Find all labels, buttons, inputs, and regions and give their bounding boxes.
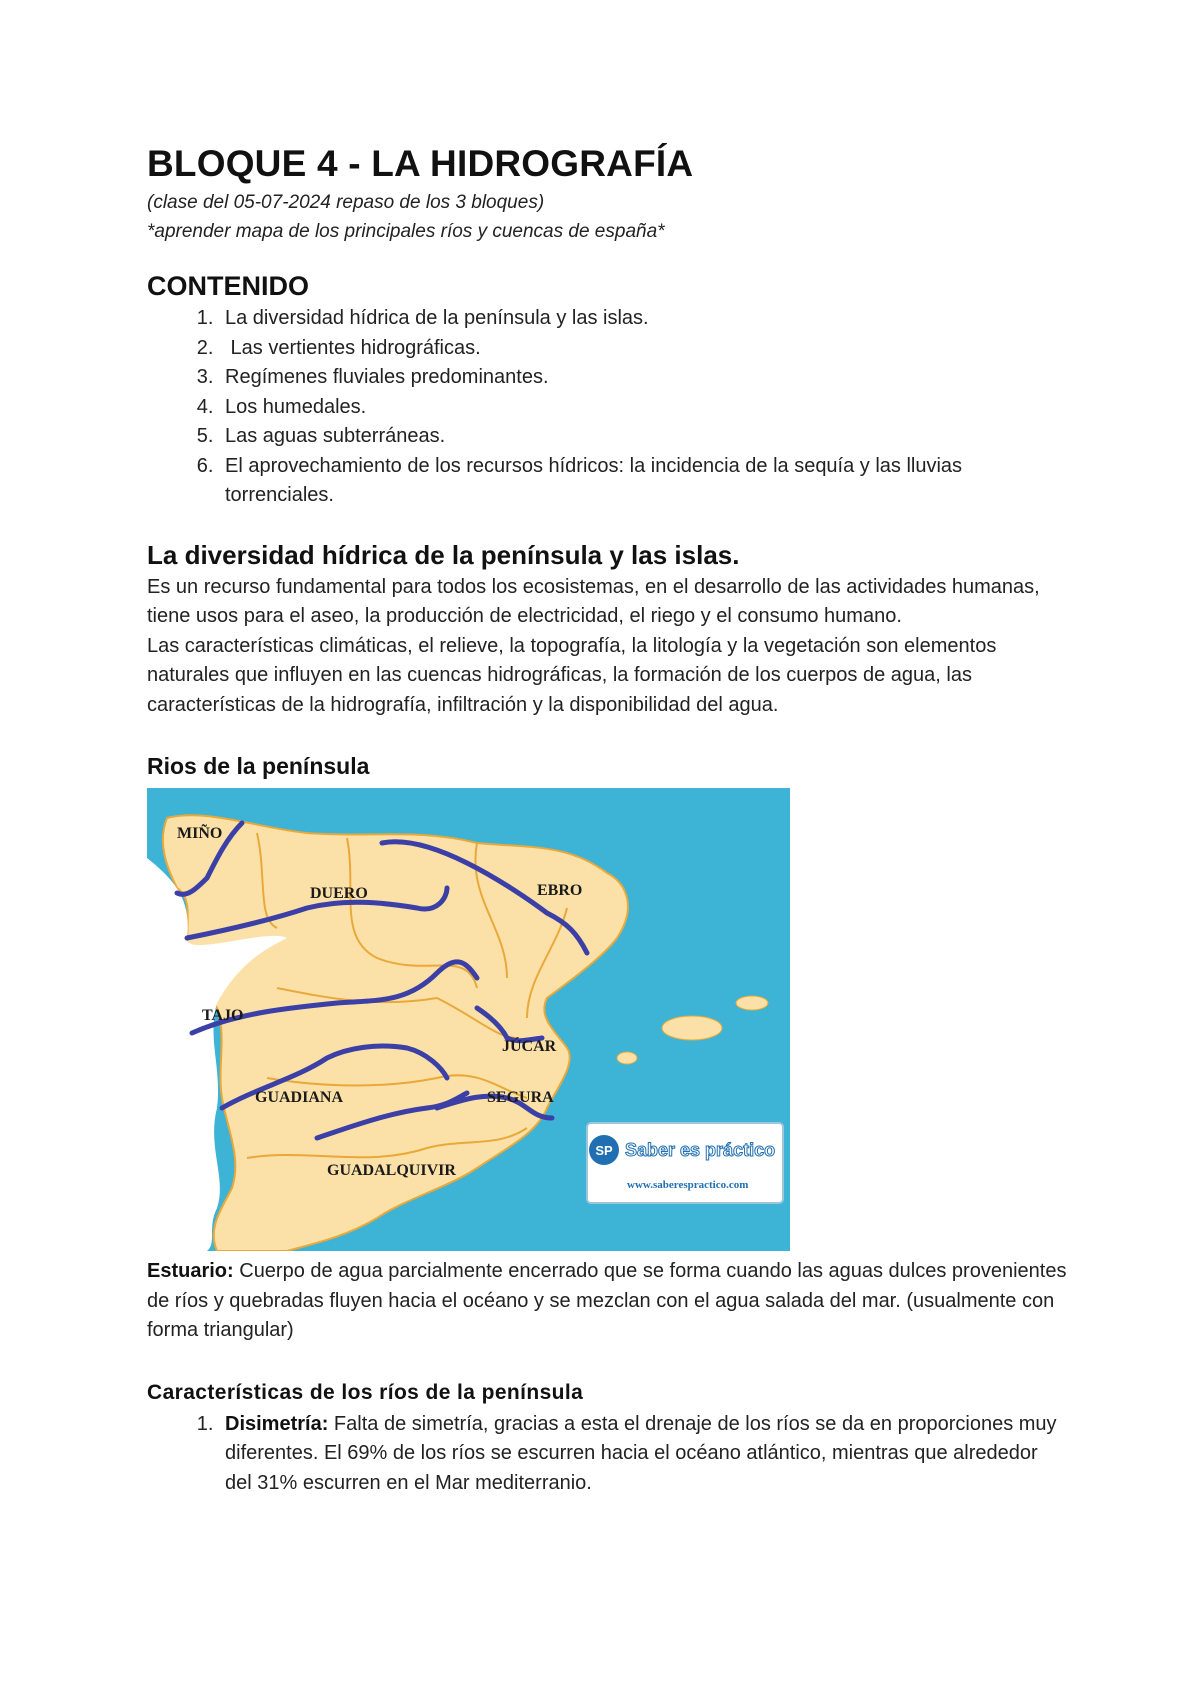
list-item [219, 1410, 1067, 1499]
contenido-heading: CONTENIDO [147, 271, 309, 301]
study-note: *aprender mapa de los principales ríos y cuencas de españa* [147, 221, 665, 242]
map-label-duero: DUERO [310, 885, 368, 902]
logo-url: www.saberespractico.com [627, 1179, 749, 1191]
estuario-paragraph [147, 1257, 1067, 1346]
logo-text: Saber es práctico [625, 1140, 776, 1160]
map-label-segura: SEGURA [487, 1089, 554, 1106]
estuario-definition: Cuerpo de agua parcialmente encerrado que se forma cuando las aguas dulces provenientes de ríos y quebradas fluyen hacia el océano y se mezclan con el agua salada del mar. (usualmente con forma triangular) [147, 1260, 1067, 1341]
caracteristicas-list [147, 1410, 1067, 1499]
ibiza [617, 1052, 637, 1064]
disimetria-text: Falta de simetría, gracias a esta el drenaje de los ríos se da en proporciones muy diferentes. El 69% de los ríos se escurren hacia el océano atlántico, mientras que alrededor del 31% escurren en el Mar mediterranio. [225, 1412, 1057, 1494]
page-title: BLOQUE 4 - LA HIDROGRAFÍA [147, 143, 694, 184]
list-item: 1. La diversidad hídrica de la península y las islas. [219, 304, 1067, 334]
menorca [736, 996, 768, 1010]
saber-es-practico-logo [587, 1123, 783, 1203]
map-label-ebro: EBRO [537, 882, 583, 899]
mallorca [662, 1016, 722, 1040]
paragraph: Las características climáticas, el relieve, la topografía, la litología y la vegetación son elementos naturales que influyen en las cuencas hidrográficas, la formación de los cuerpos de agua, las características de la hidrografía, infiltración y la disponibilidad del agua. [147, 634, 997, 716]
list-item: 4. Los humedales. [219, 393, 1067, 423]
list-item: 6. El aprovechamiento de los recursos hídricos: la incidencia de la sequía y las lluvias torrenciales. [219, 452, 1067, 511]
map-label-mino: MIÑO [177, 825, 223, 842]
map-label-tajo: TAJO [202, 1007, 244, 1024]
list-item: 5. Las aguas subterráneas. [219, 422, 1067, 452]
section-heading-diversidad: La diversidad hídrica de la península y las islas. [147, 539, 740, 570]
estuario-term: Estuario: [147, 1260, 234, 1282]
map-label-jucar: JÚCAR [502, 1038, 557, 1055]
map-label-guadalquivir: GUADALQUIVIR [327, 1162, 456, 1179]
disimetria-term: Disimetría: [225, 1412, 329, 1435]
rivers-map-image [147, 788, 790, 1251]
svg-text:SP: SP [595, 1143, 613, 1158]
section-heading-rios: Rios de la península [147, 753, 370, 779]
paragraph: Es un recurso fundamental para todos los ecosistemas, en el desarrollo de las actividades humanas, tiene usos para el aseo, la producción de electricidad, el riego y el consumo humano. [147, 575, 1040, 627]
list-item: 2. Las vertientes hidrográficas. [219, 334, 1067, 364]
document-page [147, 140, 1067, 1498]
class-note: (clase del 05-07-2024 repaso de los 3 bloques) [147, 192, 545, 213]
contenido-list [147, 304, 1067, 511]
section-heading-caracteristicas: Características de los ríos de la península [147, 1380, 584, 1404]
list-item: 3. Regímenes fluviales predominantes. [219, 363, 1067, 393]
map-label-guadiana: GUADIANA [255, 1089, 343, 1106]
